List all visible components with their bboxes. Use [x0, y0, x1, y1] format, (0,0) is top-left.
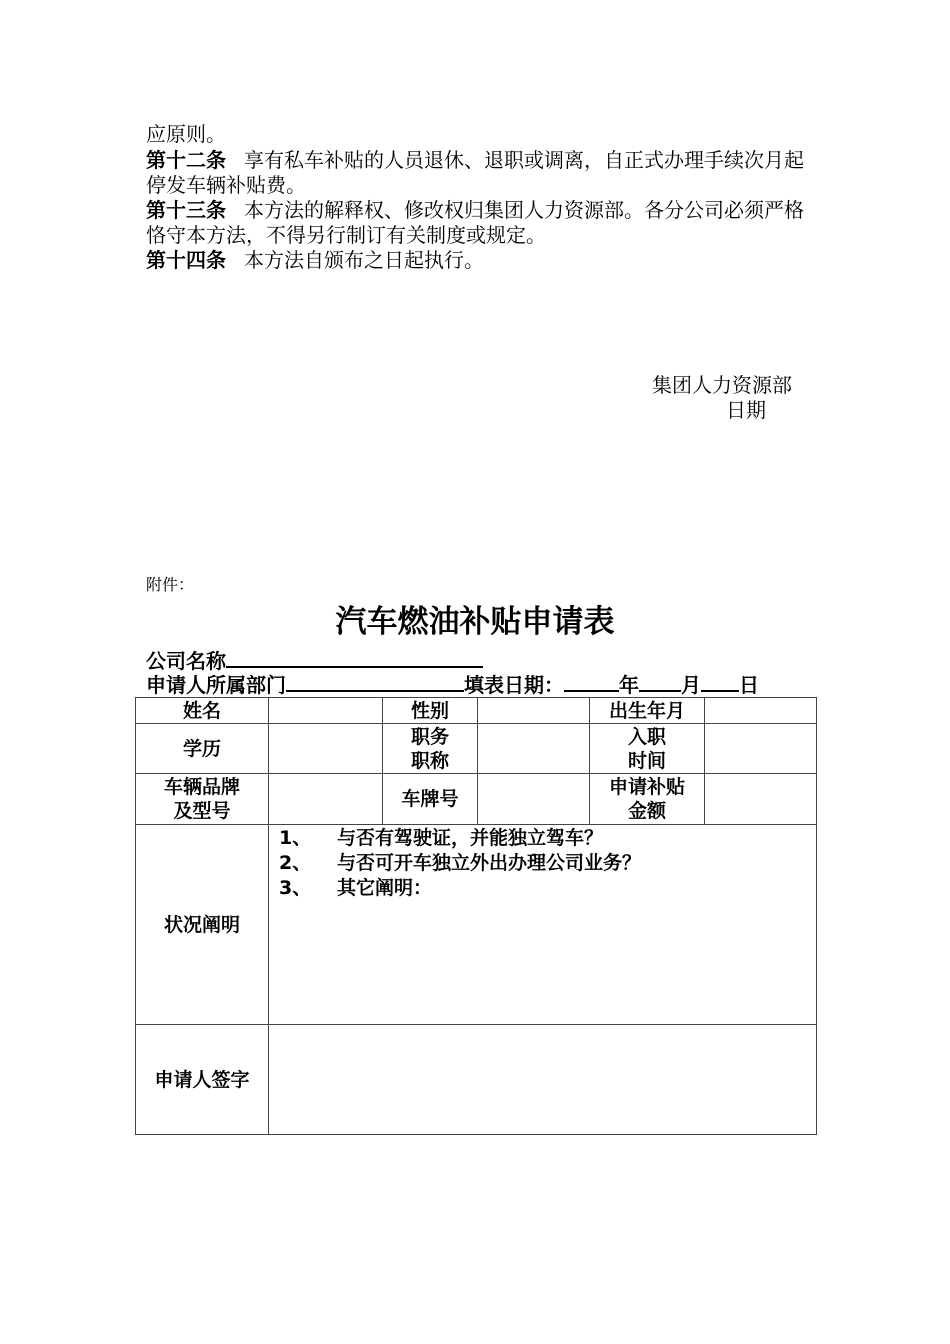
situation-item — [279, 876, 816, 901]
item-number: 2、 — [279, 852, 312, 874]
position-label — [383, 724, 478, 774]
entry-time-value-cell[interactable] — [705, 724, 817, 774]
entry-label-line2: 时间 — [627, 749, 666, 772]
name-label: 姓名 — [136, 698, 269, 724]
name-value-cell[interactable] — [269, 698, 383, 724]
continuation-line: 应原则。 — [146, 122, 226, 146]
amount-value-cell[interactable] — [705, 774, 817, 825]
education-label: 学历 — [136, 724, 269, 774]
table-row — [136, 825, 817, 1025]
article-14 — [146, 248, 808, 273]
continuation-text — [146, 122, 808, 147]
dept-blank[interactable] — [286, 672, 464, 692]
form-title: 汽车燃油补贴申请表 — [335, 604, 615, 640]
table-row — [136, 774, 817, 825]
situation-item — [279, 851, 816, 876]
gender-value-cell[interactable] — [478, 698, 590, 724]
article-label: 第十二条 — [146, 148, 226, 172]
item-number: 1、 — [279, 827, 312, 849]
entry-label-line1: 入职 — [627, 725, 666, 748]
company-label: 公司名称 — [146, 649, 226, 673]
situation-value-cell[interactable] — [269, 825, 817, 1025]
article-12 — [146, 148, 808, 198]
item-number: 3、 — [279, 877, 312, 899]
table-row — [136, 724, 817, 774]
situation-label: 状况阐明 — [136, 825, 269, 1025]
year-blank[interactable] — [564, 672, 619, 692]
vehicle-label — [136, 774, 269, 825]
article-text: 本方法自颁布之日起执行。 — [244, 248, 484, 272]
birth-label: 出生年月 — [590, 698, 705, 724]
table-row — [136, 698, 817, 724]
company-name-blank[interactable] — [226, 648, 483, 668]
vehicle-value-cell[interactable] — [269, 774, 383, 825]
article-text: 本方法的解释权、修改权归集团人力资源部。各分公司必须严格恪守本方法，不得另行制订有关制度或规定。 — [146, 198, 804, 247]
dept-label: 申请人所属部门 — [146, 673, 286, 697]
birth-value-cell[interactable] — [705, 698, 817, 724]
article-label: 第十四条 — [146, 248, 226, 272]
plate-label: 车牌号 — [383, 774, 478, 825]
fill-date-label: 填表日期： — [464, 673, 564, 697]
signature-department: 集团人力资源部 — [652, 373, 792, 397]
annex-label: 附件： — [146, 575, 195, 594]
signature-label: 申请人签字 — [136, 1025, 269, 1135]
article-13 — [146, 198, 808, 248]
company-name-line — [146, 648, 483, 673]
year-label: 年 — [619, 673, 639, 697]
day-label: 日 — [739, 673, 759, 697]
vehicle-label-line2: 及型号 — [173, 800, 231, 822]
amount-label-line1: 申请补贴 — [608, 776, 685, 798]
item-text: 与否有驾驶证，并能独立驾车？ — [337, 827, 604, 849]
article-text: 享有私车补贴的人员退休、退职或调离，自正式办理手续次月起停发车辆补贴费。 — [146, 148, 804, 197]
situation-item — [279, 826, 816, 851]
application-form-table — [135, 697, 817, 1135]
day-blank[interactable] — [701, 672, 739, 692]
signature-value-cell[interactable] — [269, 1025, 817, 1135]
item-text: 其它阐明： — [337, 877, 433, 899]
month-blank[interactable] — [639, 672, 681, 692]
position-label-line1: 职务 — [410, 725, 449, 748]
month-label: 月 — [681, 673, 701, 697]
dept-date-line — [146, 672, 759, 697]
entry-time-label — [590, 724, 705, 774]
table-row — [136, 1025, 817, 1135]
vehicle-label-line1: 车辆品牌 — [163, 776, 240, 798]
gender-label: 性别 — [383, 698, 478, 724]
amount-label-line2: 金额 — [627, 800, 666, 822]
plate-value-cell[interactable] — [478, 774, 590, 825]
article-label: 第十三条 — [146, 198, 226, 222]
signature-date: 日期 — [726, 398, 766, 422]
education-value-cell[interactable] — [269, 724, 383, 774]
amount-label — [590, 774, 705, 825]
item-text: 与否可开车独立外出办理公司业务？ — [337, 852, 642, 874]
position-value-cell[interactable] — [478, 724, 590, 774]
position-label-line2: 职称 — [410, 749, 449, 772]
